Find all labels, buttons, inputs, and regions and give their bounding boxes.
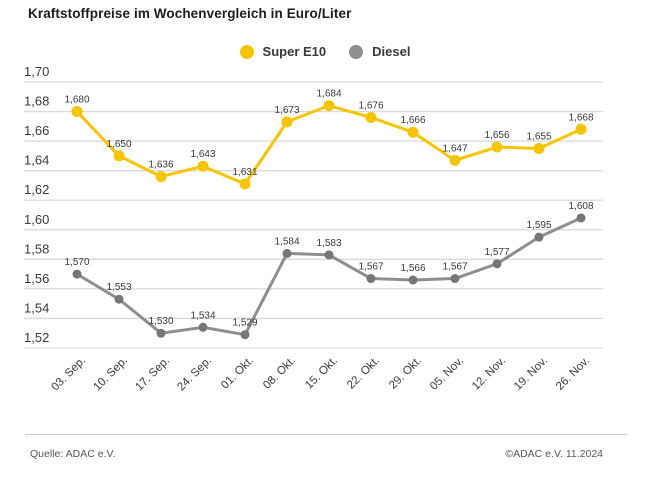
- data-point: [366, 112, 377, 123]
- x-tick-label: 29. Okt.: [387, 354, 425, 392]
- data-label: 1,577: [484, 246, 510, 258]
- data-point: [451, 274, 460, 283]
- y-tick-label: 1,54: [24, 300, 50, 316]
- data-point: [450, 155, 461, 166]
- data-point: [282, 116, 293, 127]
- series-super-e10: [64, 89, 593, 190]
- data-label: 1,534: [190, 310, 216, 322]
- x-tick-label: 17. Sep.: [133, 354, 173, 394]
- data-point: [72, 106, 83, 117]
- series-line: [77, 106, 581, 184]
- data-point: [115, 295, 124, 304]
- data-label: 1,647: [442, 143, 468, 155]
- chart-title: Kraftstoffpreise im Wochenvergleich in Euro/Liter: [28, 6, 352, 21]
- source-note: Quelle: ADAC e.V.: [30, 448, 116, 460]
- x-tick-label: 22. Okt.: [345, 354, 383, 392]
- data-point: [534, 143, 545, 154]
- data-label: 1,655: [526, 131, 552, 143]
- data-label: 1,636: [148, 159, 174, 171]
- y-tick-label: 1,60: [24, 211, 50, 227]
- grid: [24, 64, 603, 348]
- data-label: 1,567: [358, 261, 384, 273]
- data-label: 1,684: [316, 88, 342, 100]
- data-point: [535, 233, 544, 242]
- data-point: [324, 100, 335, 111]
- y-tick-label: 1,56: [24, 270, 50, 286]
- data-label: 1,673: [274, 104, 300, 116]
- data-label: 1,631: [232, 166, 258, 178]
- data-point: [241, 330, 250, 339]
- data-label: 1,608: [568, 200, 594, 212]
- footer-divider: [25, 434, 627, 435]
- x-tick-label: 08. Okt.: [261, 354, 299, 392]
- data-label: 1,530: [148, 316, 174, 328]
- x-tick-label: 05. Nov.: [427, 354, 467, 393]
- data-point: [577, 213, 586, 222]
- data-point: [198, 161, 209, 172]
- x-tick-label: 19. Nov.: [511, 354, 551, 393]
- data-label: 1,680: [64, 94, 90, 106]
- x-tick-label: 10. Sep.: [91, 354, 131, 394]
- y-tick-label: 1,52: [24, 330, 50, 345]
- data-label: 1,553: [106, 282, 132, 294]
- x-tick-label: 01. Okt.: [219, 354, 257, 392]
- y-tick-label: 1,62: [24, 182, 50, 198]
- data-label: 1,570: [64, 257, 90, 269]
- data-point: [73, 270, 82, 279]
- data-point: [576, 124, 587, 135]
- data-label: 1,666: [400, 115, 426, 127]
- data-point: [157, 329, 166, 338]
- x-axis-labels: [49, 355, 592, 394]
- data-label: 1,584: [274, 236, 300, 248]
- data-point: [409, 276, 418, 285]
- data-label: 1,676: [358, 100, 384, 112]
- data-label: 1,643: [190, 149, 216, 161]
- data-label: 1,656: [484, 130, 510, 142]
- data-point: [283, 249, 292, 258]
- y-tick-label: 1,66: [24, 123, 50, 139]
- x-tick-label: 26. Nov.: [553, 354, 593, 393]
- data-label: 1,595: [526, 220, 552, 232]
- y-tick-label: 1,58: [24, 241, 50, 257]
- copyright-note: ©ADAC e.V. 11.2024: [505, 448, 603, 460]
- data-label: 1,567: [442, 261, 468, 273]
- data-point: [367, 274, 376, 283]
- x-tick-label: 12. Nov.: [469, 354, 509, 393]
- legend-label-diesel: Diesel: [372, 44, 411, 59]
- data-point: [493, 259, 502, 268]
- data-label: 1,668: [568, 112, 594, 124]
- y-tick-label: 1,68: [24, 93, 50, 109]
- x-tick-label: 03. Sep.: [49, 354, 89, 394]
- data-label: 1,650: [106, 138, 132, 150]
- data-label: 1,583: [316, 237, 342, 249]
- data-point: [114, 150, 125, 161]
- x-tick-label: 24. Sep.: [175, 354, 215, 394]
- y-tick-label: 1,70: [24, 64, 50, 79]
- data-point: [325, 250, 334, 259]
- data-point: [240, 178, 251, 189]
- legend-label-super-e10: Super E10: [262, 44, 327, 59]
- x-tick-label: 15. Okt.: [303, 354, 341, 392]
- y-tick-label: 1,64: [24, 152, 50, 168]
- data-point: [199, 323, 208, 332]
- data-point: [408, 127, 419, 138]
- data-label: 1,529: [232, 317, 258, 329]
- data-point: [492, 142, 503, 153]
- data-point: [156, 171, 167, 182]
- data-label: 1,566: [400, 263, 426, 275]
